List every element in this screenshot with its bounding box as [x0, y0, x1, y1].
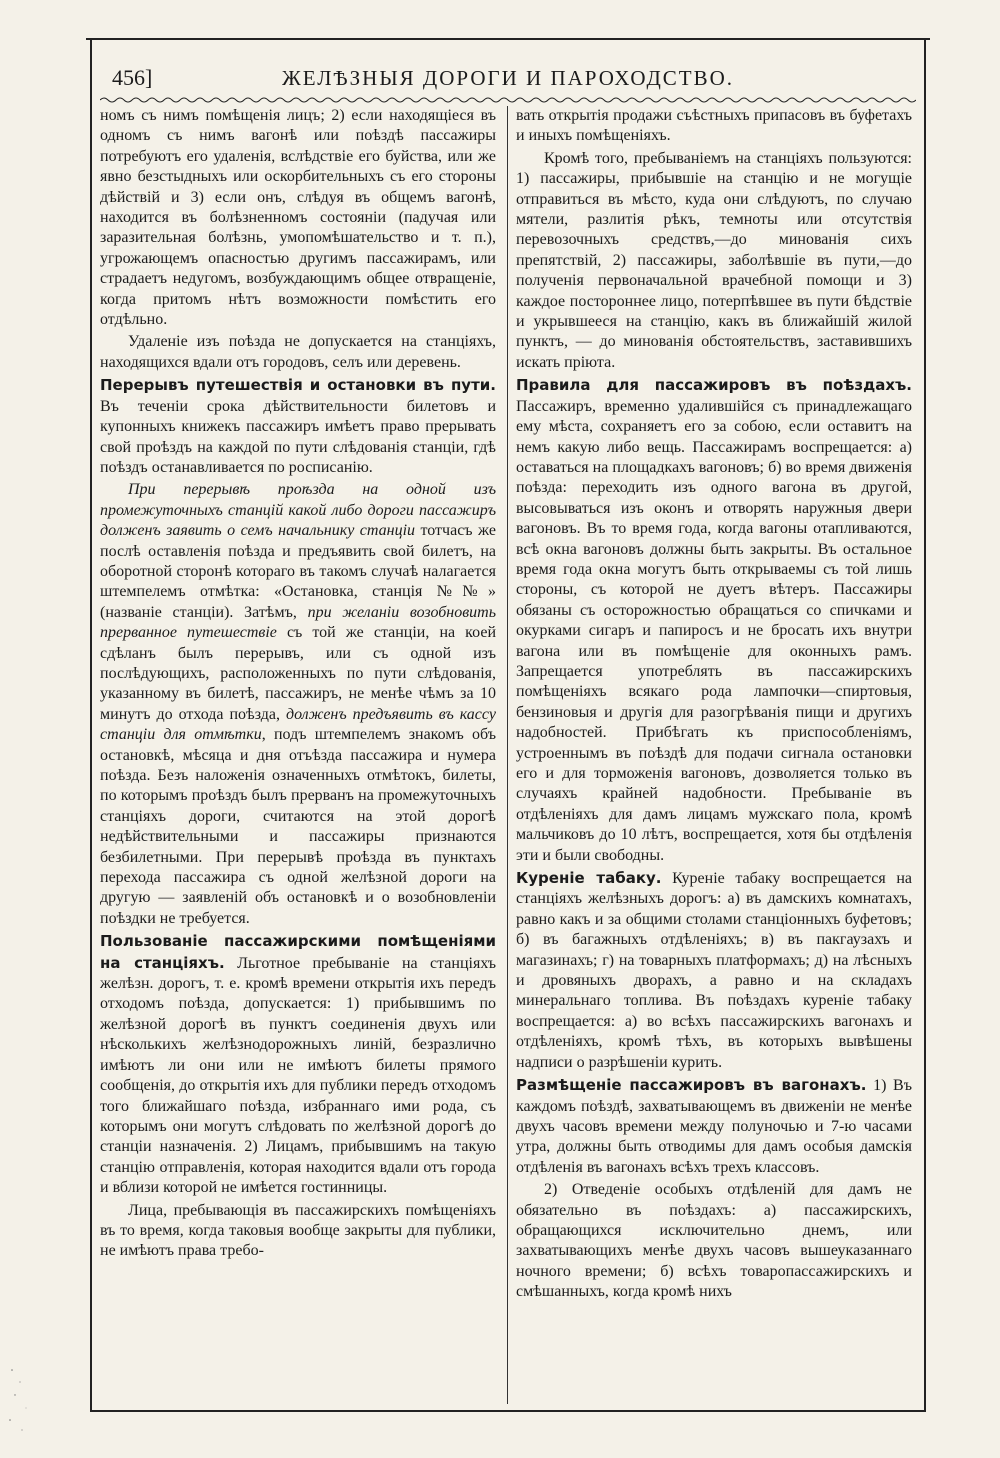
paragraph-text: съ той же станціи, на коей сдѣланъ былъ перерывъ, или съ одной изъ послѣдующихъ, расположенныхъ по пути слѣдованія, указанному въ билетѣ, пассажиръ, не менѣе чѣмъ за 10 минутъ до отхода поѣзда, [100, 624, 497, 723]
paragraph-text: , подъ штемпелемъ знакомъ объ остановкѣ, мѣсяца и дня отъѣзда пассажира и нумера поѣзда. Безъ наложенія означенныхъ отмѣтокъ, билеты, по которымъ проѣздъ былъ прерванъ на промежуточныхъ станціяхъ дороги, считаются на этой дорогѣ недѣйствительными и пассажиры признаются безбилетными. При перерывѣ проѣзда въ пунктахъ перехода пассажира съ одной желѣзной дороги на другую — заявленій объ остановкѣ и о возобновленіи поѣздки не требуется. [100, 726, 497, 927]
paragraph-text: Льготное пребываніе на станціяхъ желѣзн. дорогъ, т. е. кромѣ времени открытія ихъ передъ отходомъ поѣзда, допускается: 1) прибывшимъ по желѣзной дорогѣ въ пунктъ соединенія двухъ или нѣсколькихъ желѣзнодорожныхъ линій, безразлично имѣютъ ли они или не имѣютъ билеты прямого сообщенія, до открытія ихъ для публики передъ отходомъ того ближайшаго поѣзда, избраннаго ими рода, съ которымъ они могутъ слѣдовать по желѣзной дорогѣ до станціи назначенія. 2) Лицамъ, прибывшимъ на такую станцію отправленія, которая находится вдали отъ города и вблизи которой не имѣется гостинницы. [100, 954, 496, 1197]
italic-text: долженъ предъявить въ кассу станціи для отмѣтки [100, 705, 496, 744]
section-heading: Правила для пассажировъ въ поѣздахъ. [516, 376, 912, 395]
italic-text: При перерывѣ проѣзда на одной изъ промежуточныхъ станцій какой либо дороги пассажиръ долженъ заявить о семъ начальнику станціи [100, 481, 496, 540]
page-frame [90, 38, 926, 1412]
section-heading: Перерывъ путешествія и остановки въ пути. [100, 376, 496, 395]
paragraph-text: Въ теченіи срока дѣйствительности билетовъ и купонныхъ книжекъ пассажиръ имѣетъ право прерывать свой проѣздъ на каждой по пути слѣдованія станціи, гдѣ поѣздъ останавливается по росписанію. [100, 397, 496, 476]
left-column [100, 106, 496, 1264]
paragraph-text: 1) Въ каждомъ поѣздѣ, захватывающемъ въ движеніи не менѣе двухъ часовъ времени между полуночью и 7-ю часами утра, должны быть отводимы для дамъ особыя дамскія отдѣленія въ вагонахъ всѣхъ трехъ классовъ. [516, 1077, 912, 1176]
paragraph-text: Пассажиръ, временно удалившійся съ принадлежащаго ему мѣста, сохраняетъ его за собою, если оставитъ на немъ какую либо вещь. Пассажирамъ воспрещается: а) оставаться на площадкахъ вагоновъ; б) во время движенія поѣзда: переходить изъ одного вагона въ другой, высовываться изъ оконъ и отворять наружныя двери вагоновъ. Въ то время года, когда вагоны отапливаются, всѣ окна вагоновъ должны быть закрыты. Въ остальное время года окна могутъ быть открываемы съ той лишь стороны, съ которой не дуетъ вѣтеръ. Пассажиры обязаны съ осторожностью обращаться со спичками и окурками сигаръ и папиросъ и не бросать ихъ внутри вагона или въ помѣщеніе для оконныхъ рамъ. Запрещается употреблять въ пассажирскихъ помѣщеніяхъ всякаго рода лампочки—спиртовыя, бензиновыя и другія для разогрѣванія пищи и другихъ надобностей. Прибѣгать къ приспособленіямъ, устроеннымъ въ поѣздѣ для подачи сигнала остановки его и для торможенія вагоновъ, дозволяется только въ случаяхъ крайней надобности. Пребываніе въ отдѣленіяхъ для дамъ лицамъ мужскаго пола, кромѣ мальчиковъ до 10 лѣтъ, воспрещается, хотя бы отдѣленія эти и были свободны. [516, 397, 912, 864]
column-divider [507, 106, 508, 1404]
page-header [92, 60, 924, 96]
section-heading: Пользованіе пассажирскими помѣщеніями на станціяхъ. [100, 932, 496, 972]
paragraph: 2) Отведеніе особыхъ отдѣленій для дамъ не обязательно въ поѣздахъ: а) пассажирскихъ, обращающихся исключительно днемъ, или захватывающихъ менѣе двухъ часовъ вышеуказаннаго ночного времени; б) всѣхъ товаропассажирскихъ и смѣшанныхъ, когда кромѣ нихъ [516, 1181, 912, 1301]
wavy-rule [100, 96, 916, 104]
section-heading: Куреніе табаку. [516, 869, 662, 888]
paragraph [100, 480, 496, 929]
paragraph-text: Куреніе табаку воспрещается на станціяхъ желѣзныхъ дорогъ: а) въ дамскихъ комнатахъ, равно какъ и за общими столами станціонныхъ буфетовъ; б) въ багажныхъ отдѣленіяхъ; в) въ пакгаузахъ и магазинахъ; г) на товарныхъ платформахъ; д) на лѣсныхъ и дровяныхъ дворахъ, а равно и на складахъ минеральнаго топлива. Въ поѣздахъ куреніе табаку воспрещается: а) во всѣхъ пассажирскихъ вагонахъ и отдѣленіяхъ, кромѣ тѣхъ, въ которыхъ вывѣшены надписи о разрѣшеніи курить. [516, 870, 913, 1071]
paragraph-text: тотчасъ же послѣ оставленія поѣзда и предъявить свой билетъ, на оборотной сторонѣ котораго въ такомъ случаѣ налагается штемпелемъ отмѣтка: «Остановка, станція №№» (названіе станціи). Затѣмъ, [100, 522, 496, 621]
right-column [516, 106, 912, 1305]
paragraph: Лица, пребывающія въ пассажирскихъ помѣщеніяхъ въ то время, когда таковыя вообще закрыты для публики, не имѣютъ права требо- [100, 1201, 496, 1260]
page-number: 456] [112, 65, 153, 90]
paragraph: вать открытія продажи съѣстныхъ припасовъ въ буфетахъ и иныхъ помѣщеніяхъ. [516, 107, 912, 145]
italic-text: при желаніи возобновить прерванное путешествіе [100, 603, 496, 642]
paragraph: Кромѣ того, пребываніемъ на станціяхъ пользуются: 1) пассажиры, прибывшіе на станцію и не могущіе отправиться въ мѣсто, куда они слѣдуютъ, по случаю мятели, разлитія рѣкъ, темноты или отсутствія перевозочныхъ средствъ,—до минованія сихъ препятствій, 2) пассажиры, заболѣвшіе въ пути,—до полученія первоначальной врачебной помощи и 3) каждое постороннее лицо, потерпѣвшее въ пути бѣдствіе и укрывшееся на станцію, какъ въ ближайшій жилой пунктъ, — до минованія обстоятельствъ, заставившихъ искать пріюта. [516, 149, 912, 371]
page-title: ЖЕЛѢЗНЫЯ ДОРОГИ И ПАРОХОДСТВО. [281, 66, 735, 90]
section-heading: Размѣщеніе пассажировъ въ вагонахъ. [516, 1076, 867, 1095]
paragraph: Удаленіе изъ поѣзда не допускается на станціяхъ, находящихся вдали отъ городовъ, селъ или деревень. [100, 333, 496, 371]
paragraph: номъ съ нимъ помѣщенія лицъ; 2) если находящіеся въ одномъ съ нимъ вагонѣ или поѣздѣ пассажиры потребуютъ его удаленія, вслѣдствіе его буйства, или же явно безстыдныхъ или оскорбительныхъ съ его стороны дѣйствій и 3) если онъ, слѣдуя въ общемъ вагонѣ, находится въ болѣзненномъ состояніи (падучая или заразительная болѣзнь, умопомѣшательство и т. п.), угрожающемъ опасностью другимъ пассажирамъ, или страдаетъ недугомъ, возбуждающимъ общее отвращеніе, когда притомъ нѣтъ возможности помѣстить его отдѣльно. [100, 107, 496, 329]
margin-speckles [6, 1360, 46, 1440]
